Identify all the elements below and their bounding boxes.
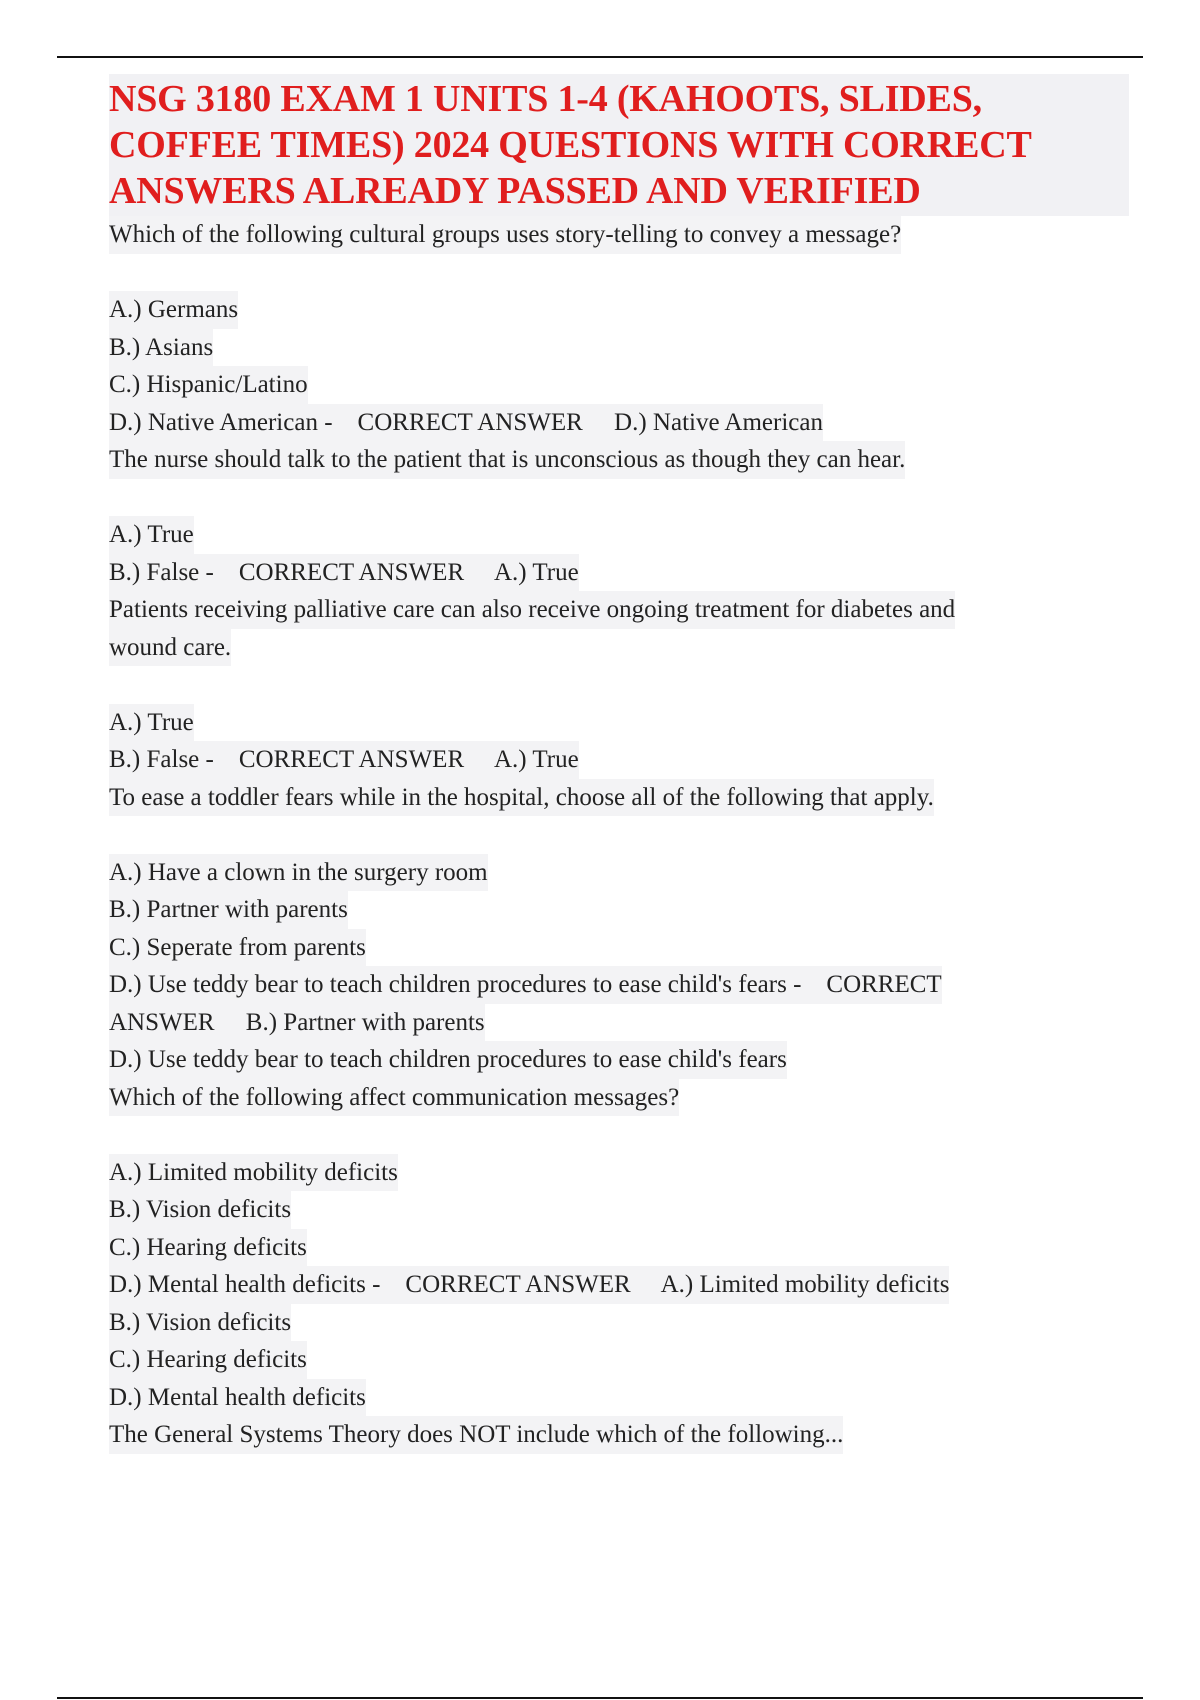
- text-line: D.) Native American - CORRECT ANSWER D.) Native American: [109, 404, 823, 442]
- title-line: NSG 3180 EXAM 1 UNITS 1-4 (KAHOOTS, SLIDES,: [109, 78, 982, 120]
- text-line: B.) Asians: [109, 329, 213, 367]
- text-row: [109, 1379, 1129, 1417]
- text-row: [109, 629, 1129, 667]
- text-row: [109, 1229, 1129, 1267]
- text-line: C.) Hearing deficits: [109, 1229, 307, 1267]
- text-line: D.) Use teddy bear to teach children procedures to ease child's fears - CORRECT: [109, 966, 942, 1004]
- blank-line: [109, 254, 1129, 292]
- text-row: [109, 854, 1129, 892]
- text-line: Patients receiving palliative care can also receive ongoing treatment for diabetes and: [109, 591, 955, 629]
- text-line: A.) Limited mobility deficits: [109, 1154, 398, 1192]
- text-line: B.) Vision deficits: [109, 1304, 291, 1342]
- text-row: [109, 366, 1129, 404]
- text-line: B.) False - CORRECT ANSWER A.) True: [109, 741, 579, 779]
- text-line: D.) Mental health deficits: [109, 1379, 366, 1417]
- blank-line: [109, 479, 1129, 517]
- text-row: [109, 929, 1129, 967]
- title-line: COFFEE TIMES) 2024 QUESTIONS WITH CORRECT: [109, 124, 1032, 166]
- text-line: A.) Have a clown in the surgery room: [109, 854, 488, 892]
- text-row: [109, 441, 1129, 479]
- document-body: [109, 74, 1129, 1454]
- text-row: [109, 741, 1129, 779]
- text-row: [109, 1304, 1129, 1342]
- text-row: [109, 1341, 1129, 1379]
- blank-line: [109, 816, 1129, 854]
- text-row: [109, 966, 1129, 1004]
- text-line: A.) True: [109, 704, 194, 742]
- top-rule: [57, 56, 1143, 58]
- text-row: [109, 1416, 1129, 1454]
- text-line: Which of the following affect communication messages?: [109, 1079, 679, 1117]
- text-row: [109, 1004, 1129, 1042]
- text-row: [109, 554, 1129, 592]
- text-row: [109, 1154, 1129, 1192]
- text-line: D.) Mental health deficits - CORRECT ANSWER A.) Limited mobility deficits: [109, 1266, 949, 1304]
- text-line: Which of the following cultural groups uses story-telling to convey a message?: [109, 216, 901, 254]
- text-row: [109, 516, 1129, 554]
- text-line: ANSWER B.) Partner with parents: [109, 1004, 485, 1042]
- text-row: [109, 779, 1129, 817]
- text-row: [109, 216, 1129, 254]
- text-line: To ease a toddler fears while in the hospital, choose all of the following that apply.: [109, 779, 934, 817]
- text-line: A.) Germans: [109, 291, 238, 329]
- text-row: [109, 891, 1129, 929]
- text-line: C.) Hearing deficits: [109, 1341, 307, 1379]
- text-row: [109, 1079, 1129, 1117]
- blank-line: [109, 1116, 1129, 1154]
- text-row: [109, 591, 1129, 629]
- text-row: [109, 1041, 1129, 1079]
- text-row: [109, 404, 1129, 442]
- text-line: C.) Hispanic/Latino: [109, 366, 308, 404]
- text-line: B.) Vision deficits: [109, 1191, 291, 1229]
- text-line: A.) True: [109, 516, 194, 554]
- text-row: [109, 329, 1129, 367]
- text-line: The nurse should talk to the patient that is unconscious as though they can hear.: [109, 441, 905, 479]
- text-line: The General Systems Theory does NOT include which of the following...: [109, 1416, 843, 1454]
- text-line: wound care.: [109, 629, 231, 667]
- text-row: [109, 704, 1129, 742]
- text-line: D.) Use teddy bear to teach children procedures to ease child's fears: [109, 1041, 787, 1079]
- text-line: C.) Seperate from parents: [109, 929, 366, 967]
- blank-line: [109, 666, 1129, 704]
- text-row: [109, 1266, 1129, 1304]
- title-line: ANSWERS ALREADY PASSED AND VERIFIED: [109, 170, 921, 212]
- text-row: [109, 1191, 1129, 1229]
- text-line: B.) False - CORRECT ANSWER A.) True: [109, 554, 579, 592]
- text-line: B.) Partner with parents: [109, 891, 348, 929]
- document-title: [109, 74, 1129, 216]
- bottom-rule: [57, 1697, 1143, 1699]
- question-list: [109, 216, 1129, 1454]
- text-row: [109, 291, 1129, 329]
